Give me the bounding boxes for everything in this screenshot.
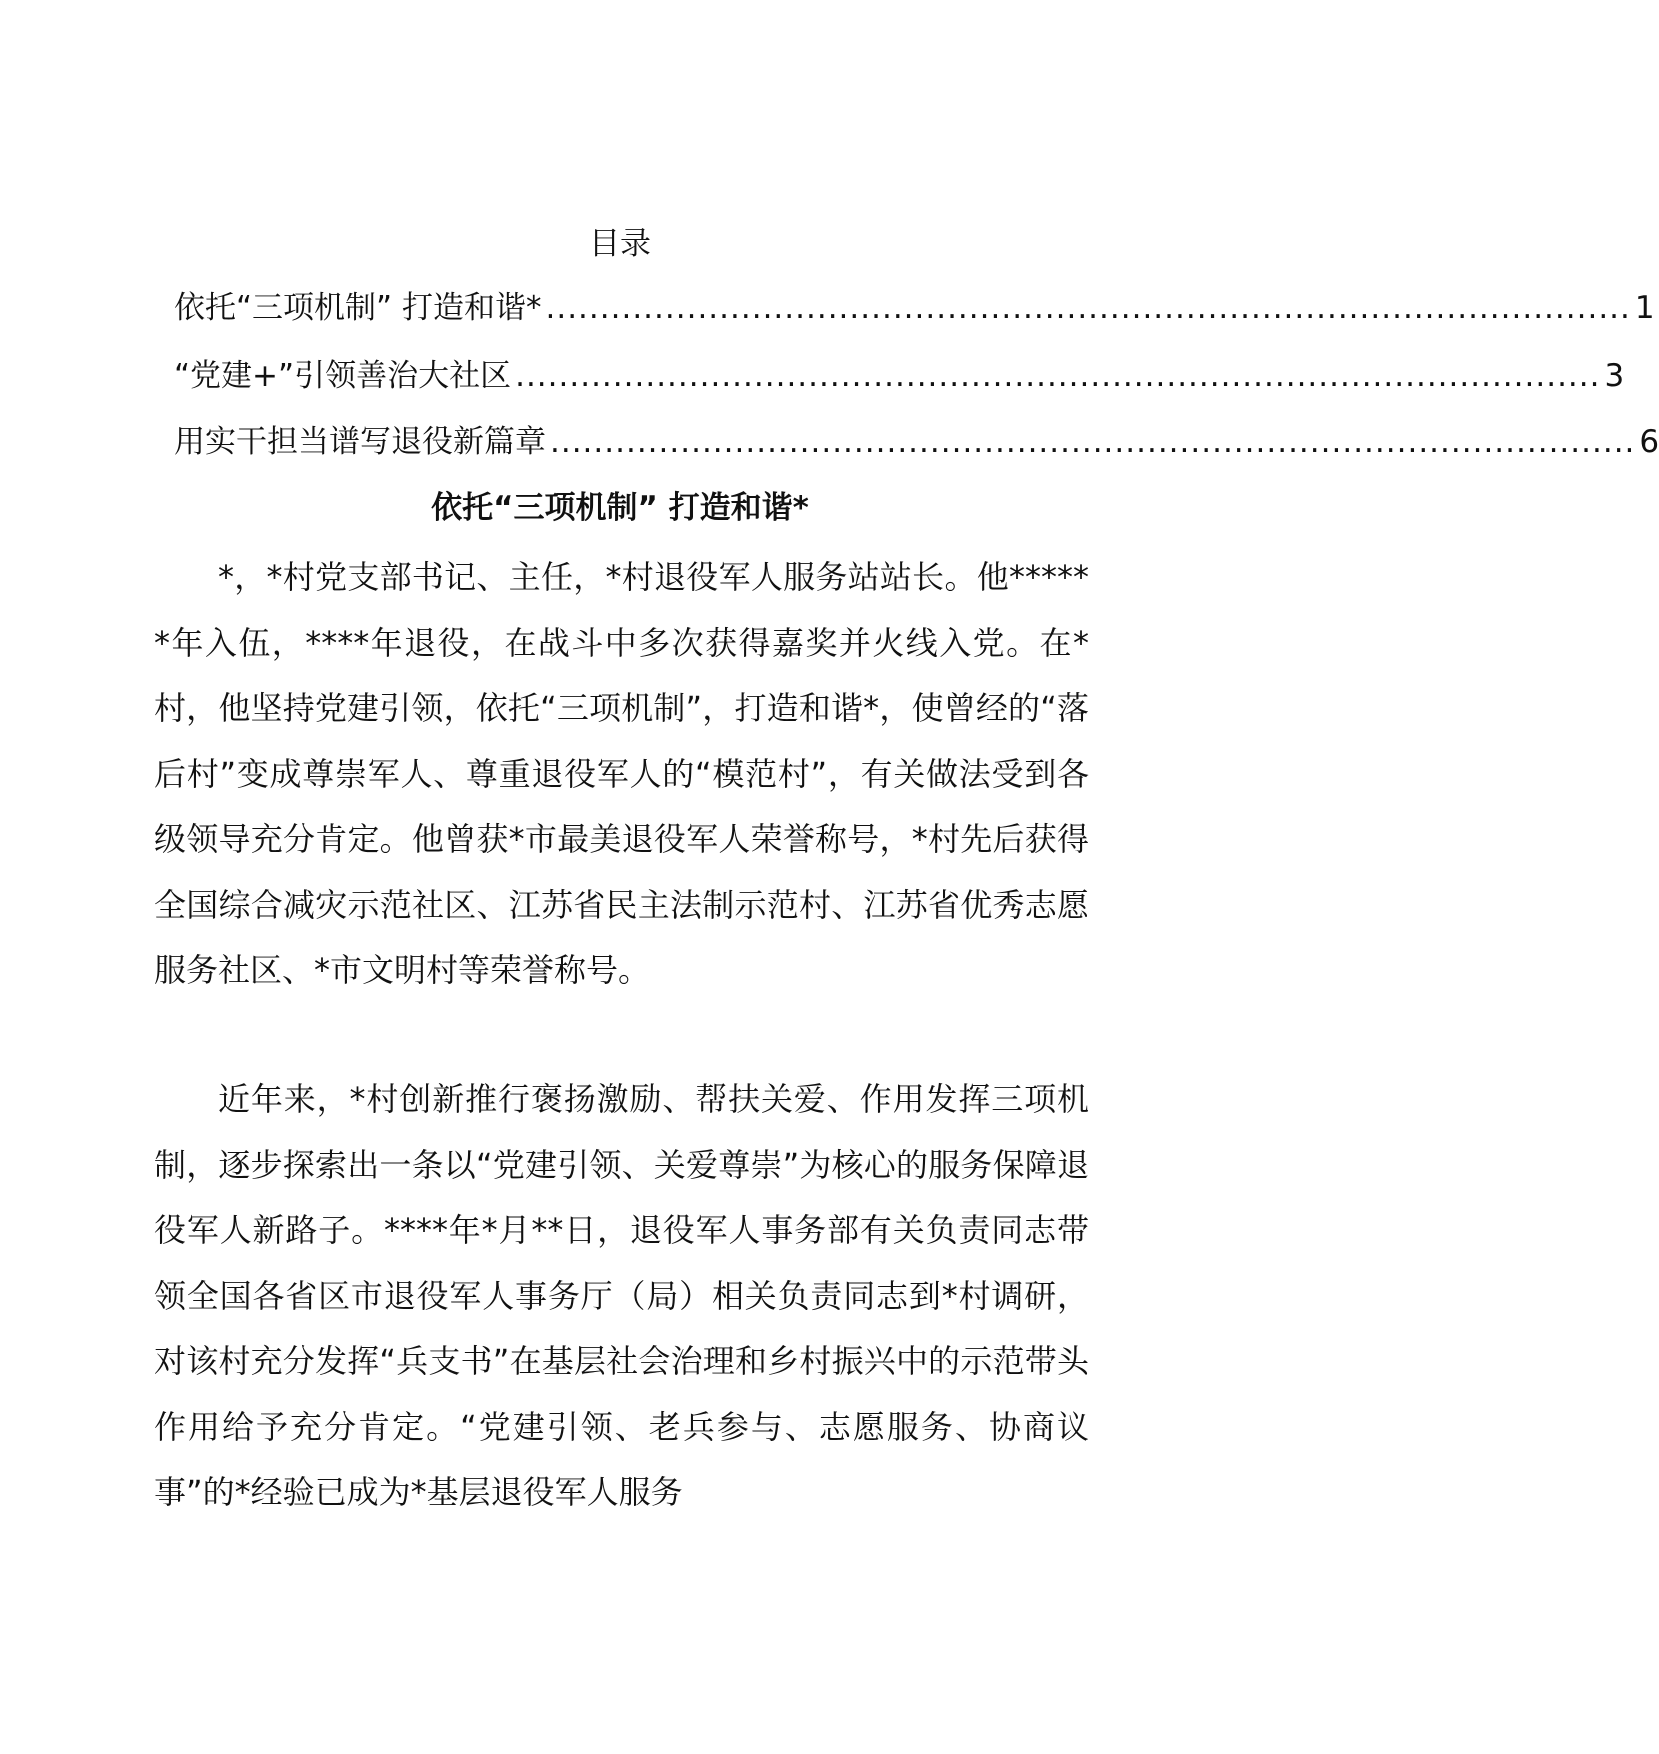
toc-dot-leader: .................................................................................................... [545,290,1631,326]
toc-entry[interactable] [174,282,1655,334]
body-paragraph: 近年来，*村创新推行褒扬激励、帮扶关爱、作用发挥三项机制，逐步探索出一条以“党建引领、关爱尊崇”为核心的服务保障退役军人新路子。****年*月**日，退役军人事务部有关负责同志带领全国各省区市退役军人事务厅（局）相关负责同志到*村调研，对该村充分发挥“兵支书”在基层社会治理和乡村振兴中的示范带头作用给予充分肯定。“党建引领、老兵参与、志愿服务、协商议事”的*经验已成为*基层退役军人服务 [154,1080,1089,1511]
toc-entry[interactable] [174,416,1659,468]
toc-page-number: 6 [1639,424,1659,460]
toc-page-number: 3 [1604,358,1625,394]
toc-entry-text: “党建+”引领善治大社区 [174,358,512,394]
toc-dot-leader: .................................................................................................... [550,424,1636,460]
toc-entry-text: 用实干担当谱写退役新篇章 [174,424,546,460]
toc-entry[interactable] [174,350,1625,402]
toc-dot-leader: .................................................................................................... [515,358,1601,394]
article-title: 依托“三项机制” 打造和谐* [431,490,809,526]
toc-entry-text: 依托“三项机制” 打造和谐* [174,290,542,326]
toc-title: 目录 [589,226,651,262]
body-paragraph: *，*村党支部书记、主任，*村退役军人服务站站长。他******年入伍，****年退役，在战斗中多次获得嘉奖并火线入党。在*村，他坚持党建引领，依托“三项机制”，打造和谐*，使曾经的“落后村”变成尊崇军人、尊重退役军人的“模范村”，有关做法受到各级领导充分肯定。他曾获*市最美退役军人荣誉称号，*村先后获得全国综合减灾示范社区、江苏省民主法制示范村、江苏省优秀志愿服务社区、*市文明村等荣誉称号。 [154,558,1089,989]
toc-page-number: 1 [1634,290,1655,326]
